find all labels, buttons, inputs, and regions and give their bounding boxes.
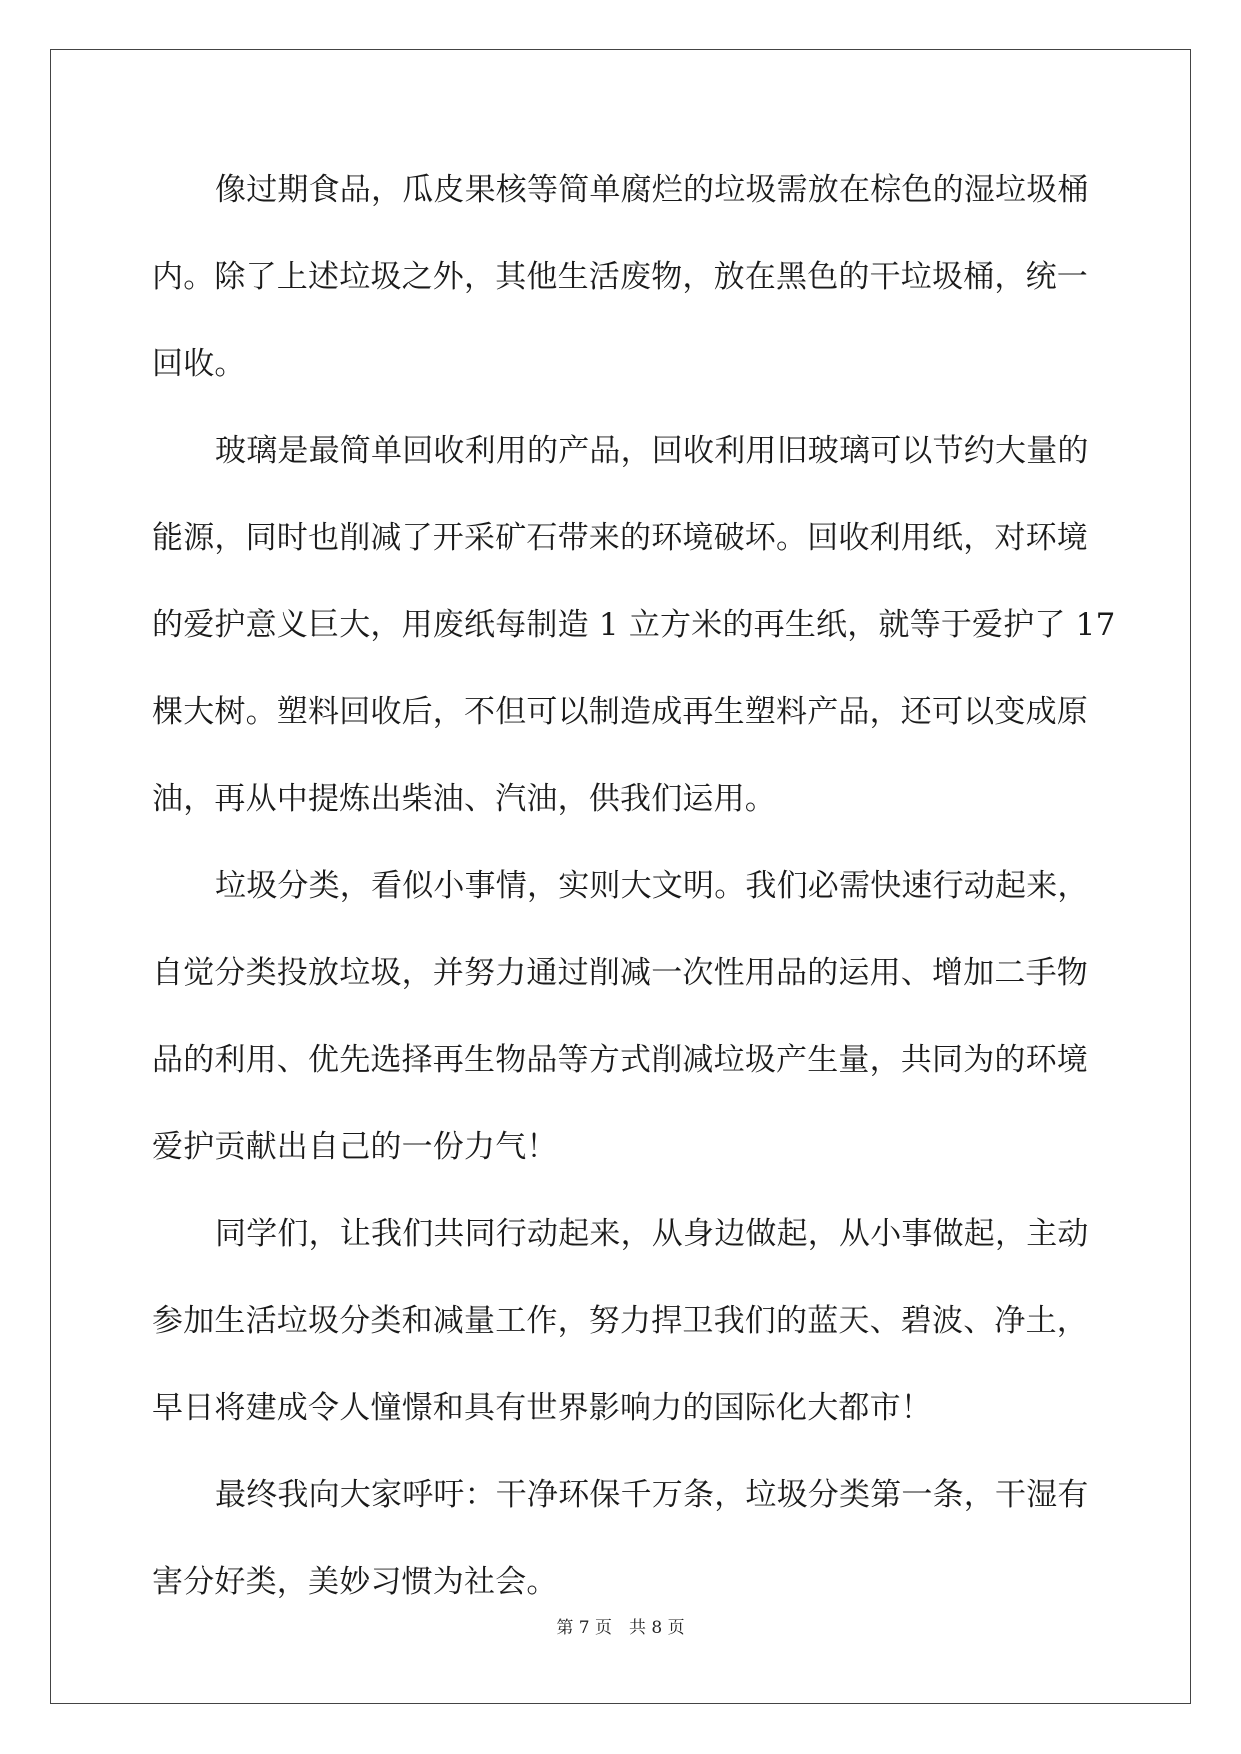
paragraph-4 <box>152 1206 1092 1467</box>
paragraph-line: 同学们，让我们共同行动起来，从身边做起，从小事做起，主动 <box>215 1216 1089 1252</box>
paragraph-line: 内。除了上述垃圾之外，其他生活废物，放在黑色的干垃圾桶，统一 <box>152 259 1088 295</box>
paragraph-line: 最终我向大家呼吁：干净环保千万条，垃圾分类第一条，干湿有 <box>215 1477 1089 1513</box>
paragraph-line: 玻璃是最简单回收利用的产品，回收利用旧玻璃可以节约大量的 <box>215 433 1089 469</box>
paragraph-line: 早日将建成令人憧憬和具有世界影响力的国际化大都市！ <box>152 1390 932 1426</box>
paragraph-line: 棵大树。塑料回收后，不但可以制造成再生塑料产品，还可以变成原 <box>152 694 1088 730</box>
paragraph-1 <box>152 162 1092 423</box>
page-number-footer: 第 7 页 共 8 页 <box>556 1618 685 1638</box>
paragraph-line: 能源，同时也削减了开采矿石带来的环境破坏。回收利用纸，对环境 <box>152 520 1088 556</box>
paragraph-line: 品的利用、优先选择再生物品等方式削减垃圾产生量，共同为的环境 <box>152 1042 1088 1078</box>
paragraph-line: 垃圾分类，看似小事情，实则大文明。我们必需快速行动起来， <box>215 868 1089 904</box>
paragraph-line: 的爱护意义巨大，用废纸每制造 1 立方米的再生纸，就等于爱护了 17 <box>152 607 1116 643</box>
paragraph-line: 油，再从中提炼出柴油、汽油，供我们运用。 <box>152 781 776 817</box>
paragraph-line: 自觉分类投放垃圾，并努力通过削减一次性用品的运用、增加二手物 <box>152 955 1088 991</box>
paragraph-5 <box>152 1467 1092 1641</box>
paragraph-line: 回收。 <box>152 346 246 382</box>
paragraph-2 <box>152 423 1116 858</box>
paragraph-line: 爱护贡献出自己的一份力气！ <box>152 1129 558 1165</box>
paragraph-line: 像过期食品，瓜皮果核等简单腐烂的垃圾需放在棕色的湿垃圾桶 <box>215 172 1089 208</box>
paragraph-line: 害分好类，美妙习惯为社会。 <box>152 1564 558 1600</box>
paragraph-line: 参加生活垃圾分类和减量工作，努力捍卫我们的蓝天、碧波、净土， <box>152 1303 1088 1339</box>
document-body <box>152 162 1116 1641</box>
paragraph-3 <box>152 858 1092 1206</box>
